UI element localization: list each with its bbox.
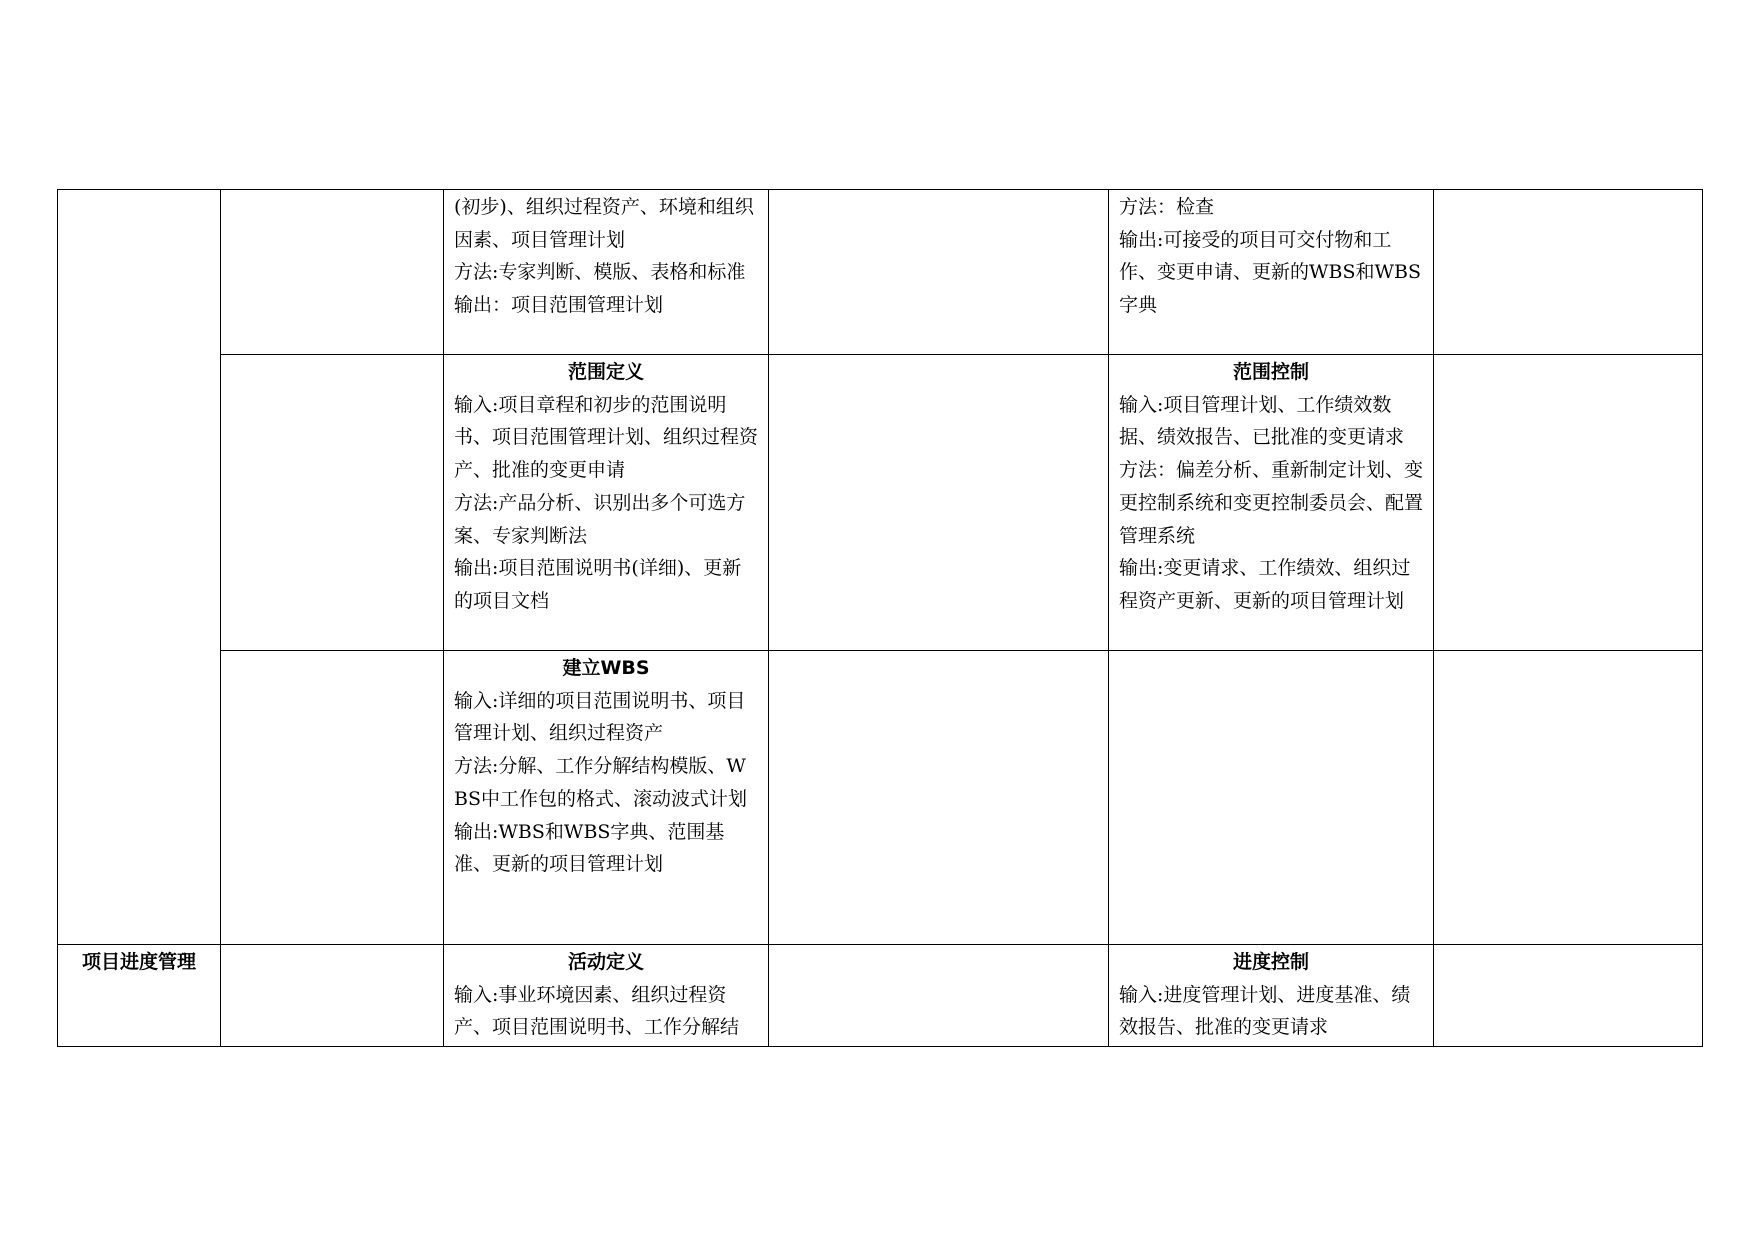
- process-title: 范围控制: [1232, 361, 1309, 383]
- cell-text: 方法：偏差分析、重新制定计划、变更控制系统和变更控制委员会、配置管理系统: [1119, 459, 1424, 547]
- blank-cell: [1434, 651, 1703, 945]
- planning-cell: [444, 190, 769, 355]
- process-title: 进度控制: [1232, 951, 1309, 973]
- cell-text: 方法:产品分析、识别出多个可选方案、专家判断法: [454, 491, 746, 547]
- control-cell: [1109, 651, 1434, 945]
- process-title: 活动定义: [567, 951, 644, 973]
- table-row: [58, 190, 1703, 355]
- blank-cell: [221, 190, 444, 355]
- cell-text: 输入:进度管理计划、进度基准、绩效报告、批准的变更请求: [1119, 983, 1411, 1039]
- cell-text: 方法:分解、工作分解结构模版、WBS中工作包的格式、滚动波式计划: [454, 755, 747, 810]
- planning-cell: [444, 355, 769, 651]
- blank-cell: [769, 190, 1109, 355]
- cell-text: 输入:事业环境因素、组织过程资产、项目范围说明书、工作分解结: [454, 983, 740, 1039]
- cell-text: 方法:专家判断、模版、表格和标准: [454, 261, 746, 284]
- blank-cell: [221, 945, 444, 1047]
- process-title: 建立WBS: [562, 657, 650, 679]
- category-label: 项目进度管理: [58, 945, 221, 1047]
- blank-cell: [1434, 355, 1703, 651]
- cell-text: 方法：检查: [1119, 196, 1215, 218]
- cell-text: 输出:可接受的项目可交付物和工作、变更申请、更新的WBS和WBS字典: [1119, 228, 1422, 317]
- process-title: 范围定义: [567, 361, 644, 383]
- cell-text: 输出:项目范围说明书(详细)、更新的项目文档: [454, 557, 742, 612]
- control-cell: [1109, 190, 1434, 355]
- blank-cell: [769, 945, 1109, 1047]
- cell-text: 输入:详细的项目范围说明书、项目管理计划、组织过程资产: [454, 689, 746, 745]
- cell-text: 输出:WBS和WBS字典、范围基准、更新的项目管理计划: [454, 820, 725, 876]
- planning-cell: [444, 945, 769, 1047]
- control-cell: [1109, 945, 1434, 1047]
- table-row: [58, 945, 1703, 1047]
- table-row: [58, 651, 1703, 945]
- category-cell-empty: [58, 190, 221, 945]
- control-cell: [1109, 355, 1434, 651]
- blank-cell: [1434, 190, 1703, 355]
- blank-cell: [221, 355, 444, 651]
- table-row: [58, 355, 1703, 651]
- process-table: [57, 189, 1703, 1047]
- cell-text: 输出：项目范围管理计划: [454, 294, 664, 317]
- planning-cell: [444, 651, 769, 945]
- blank-cell: [769, 651, 1109, 945]
- cell-text: 输入:项目管理计划、工作绩效数据、绩效报告、已批准的变更请求: [1119, 393, 1405, 449]
- cell-text: 输入:项目章程和初步的范围说明书、项目范围管理计划、组织过程资产、批准的变更申请: [454, 393, 759, 482]
- cell-text: 输出:变更请求、工作绩效、组织过程资产更新、更新的项目管理计划: [1119, 557, 1411, 612]
- blank-cell: [769, 355, 1109, 651]
- blank-cell: [1434, 945, 1703, 1047]
- cell-text: (初步)、组织过程资产、环境和组织因素、项目管理计划: [454, 196, 754, 251]
- blank-cell: [221, 651, 444, 945]
